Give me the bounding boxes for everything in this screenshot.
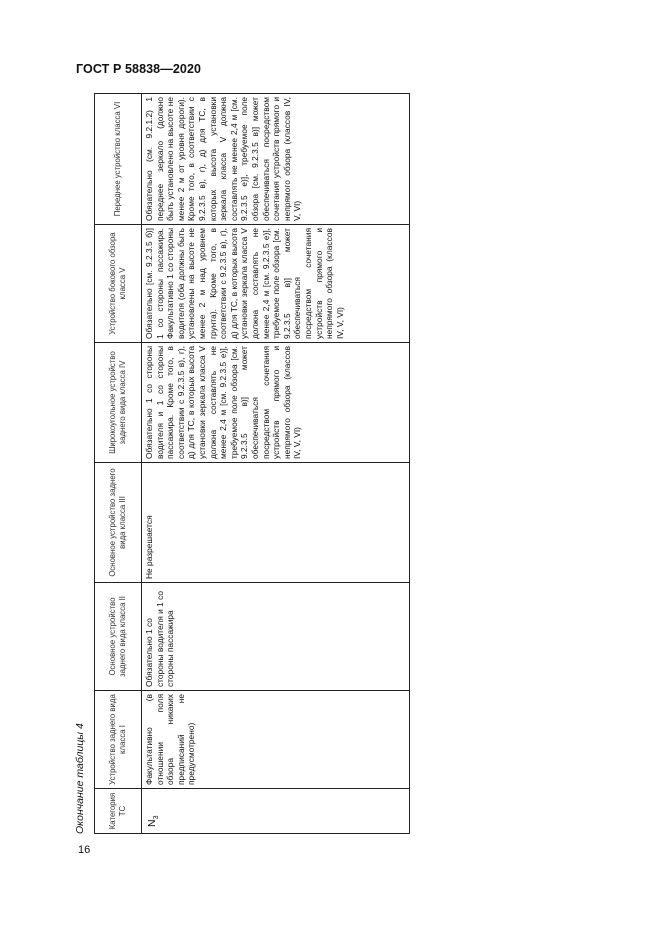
- cell-class-iii: Не разрешается: [142, 463, 410, 583]
- header-class-ii: Основное устройство заднего вида класса II: [95, 583, 142, 691]
- header-class-i: Устройство заднего вида класса I: [95, 691, 142, 789]
- header-vehicle-category: Категория ТС: [95, 789, 142, 834]
- header-class-v: Устройство бокового обзора класса V: [95, 225, 142, 343]
- category-letter: N: [146, 819, 158, 827]
- rotated-table-block: [74, 94, 410, 834]
- cell-class-ii: Обязательно 1 со стороны водителя и 1 со стороны пассажира: [142, 583, 410, 691]
- table-row: [142, 94, 410, 834]
- table-header-row: [95, 94, 142, 834]
- requirements-table: [94, 93, 410, 834]
- cell-class-v: Обязательно [см. 9.2.3.5 б)] 1 со стороны пассажира. Факультативно 1 со стороны водителя (оба должны быть установлены на высоте не менее 2 м над уровнем грунта). Кроме того, в соответствии с 9.2.3.5 в), г), д) для ТС, в которых высота установки зеркала класса V должна составлять не менее 2,4 м [см. 9.2.3.5 е)], требуемое поле обзора [см. 9.2.3.5 в)] может обеспечиваться посредством сочетания устройств прямого и непрямого обзора (классов IV, V, VI): [142, 225, 410, 343]
- table-caption: Окончание таблицы 4: [74, 723, 86, 834]
- header-class-vi: Переднее устройство класса VI: [95, 94, 142, 225]
- header-class-iv: Широкоугольное устройство заднего вида класса IV: [95, 343, 142, 463]
- category-subscript: 3: [153, 815, 161, 820]
- header-class-iii: Основное устройство заднего вида класса III: [95, 463, 142, 583]
- page-number: 16: [78, 844, 91, 856]
- standard-code: ГОСТ Р 58838—2020: [76, 62, 202, 76]
- cell-class-vi: Обязательно (см. 9.2.1.2) 1 переднее зеркало (должно быть установлено на высоте не менее 2 м от уровня дороги). Кроме того, в соответствии с 9.2.3.5 в), г), д) для ТС, в которых высота установки зеркала класса V должна составлять не менее 2,4 м [см. 9.2.3.5 е)], требуемое поле обзора [см. 9.2.3.5 в)] может обеспечиваться посредством сочетания устройств прямого и непрямого обзора (классов IV, V, VI): [142, 94, 410, 225]
- cell-category: [142, 789, 410, 834]
- cell-class-i: Факультативно (в отношении поля обзора никаких предписаний не предусмотрено): [142, 691, 410, 789]
- cell-class-iv: Обязательно 1 со стороны водителя и 1 со стороны пассажира. Кроме того, в соответствии с 9.2.3.5 в), г), д) для ТС, в которых высота установки зеркала класса V должна составлять не менее 2,4 м [см. 9.2.3.5 е)], требуемое поле обзора [см. 9.2.3.5 в)] может обеспечиваться посредством сочетания устройств прямого и непрямого обзора (классов IV, V, VI): [142, 343, 410, 463]
